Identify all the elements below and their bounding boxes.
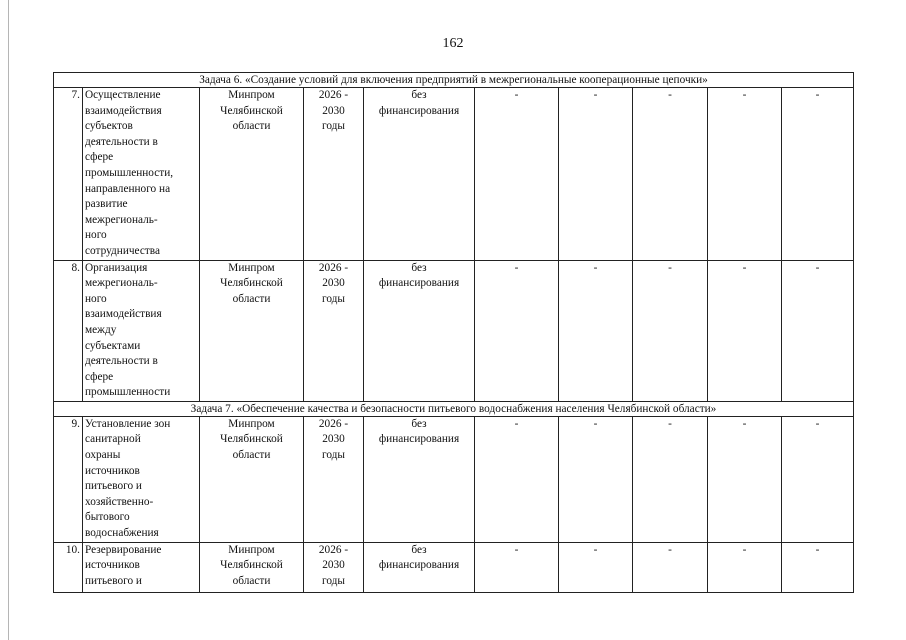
value-cell: - xyxy=(475,260,559,401)
measure-description: Организация межрегиональ- ного взаимодействия между субъектами деятельности в сфере промышленности xyxy=(83,260,200,401)
value-cell: - xyxy=(475,88,559,261)
row-number: 10. xyxy=(54,542,83,592)
value-cell: - xyxy=(708,88,782,261)
value-cell: - xyxy=(633,416,708,542)
measure-description: Осуществление взаимодействия субъектов деятельности в сфере промышленности, направленного на развитие межрегиональ- ного сотрудничества xyxy=(83,88,200,261)
measure-description: Установление зон санитарной охраны источников питьевого и хозяйственно- бытового водоснабжения xyxy=(83,416,200,542)
funding-source: без финансирования xyxy=(364,416,475,542)
term: 2026 - 2030 годы xyxy=(304,260,364,401)
task-title: Задача 6. «Создание условий для включения предприятий в межрегиональные кооперационные цепочки» xyxy=(54,73,854,88)
value-cell: - xyxy=(559,88,633,261)
page-edge-line xyxy=(8,0,9,640)
task-header-row xyxy=(54,73,854,88)
executor: Минпром Челябинской области xyxy=(200,260,304,401)
value-cell: - xyxy=(782,260,854,401)
value-cell: - xyxy=(782,88,854,261)
value-cell: - xyxy=(475,542,559,592)
task-title: Задача 7. «Обеспечение качества и безопасности питьевого водоснабжения населения Челябинской области» xyxy=(54,401,854,416)
value-cell: - xyxy=(633,88,708,261)
term: 2026 - 2030 годы xyxy=(304,542,364,592)
value-cell: - xyxy=(559,260,633,401)
table-row xyxy=(54,416,854,542)
term: 2026 - 2030 годы xyxy=(304,88,364,261)
value-cell: - xyxy=(633,542,708,592)
page-number: 162 xyxy=(442,36,464,51)
table-row xyxy=(54,542,854,592)
value-cell: - xyxy=(475,416,559,542)
value-cell: - xyxy=(633,260,708,401)
value-cell: - xyxy=(782,542,854,592)
executor: Минпром Челябинской области xyxy=(200,88,304,261)
row-number: 9. xyxy=(54,416,83,542)
table-row xyxy=(54,88,854,261)
value-cell: - xyxy=(559,542,633,592)
value-cell: - xyxy=(708,260,782,401)
executor: Минпром Челябинской области xyxy=(200,416,304,542)
row-number: 7. xyxy=(54,88,83,261)
funding-source: без финансирования xyxy=(364,88,475,261)
funding-source: без финансирования xyxy=(364,260,475,401)
value-cell: - xyxy=(708,416,782,542)
term: 2026 - 2030 годы xyxy=(304,416,364,542)
value-cell: - xyxy=(782,416,854,542)
executor: Минпром Челябинской области xyxy=(200,542,304,592)
row-number: 8. xyxy=(54,260,83,401)
program-table xyxy=(53,72,854,593)
task-header-row xyxy=(54,401,854,416)
funding-source: без финансирования xyxy=(364,542,475,592)
measure-description: Резервирование источников питьевого и xyxy=(83,542,200,592)
value-cell: - xyxy=(708,542,782,592)
value-cell: - xyxy=(559,416,633,542)
table-row xyxy=(54,260,854,401)
